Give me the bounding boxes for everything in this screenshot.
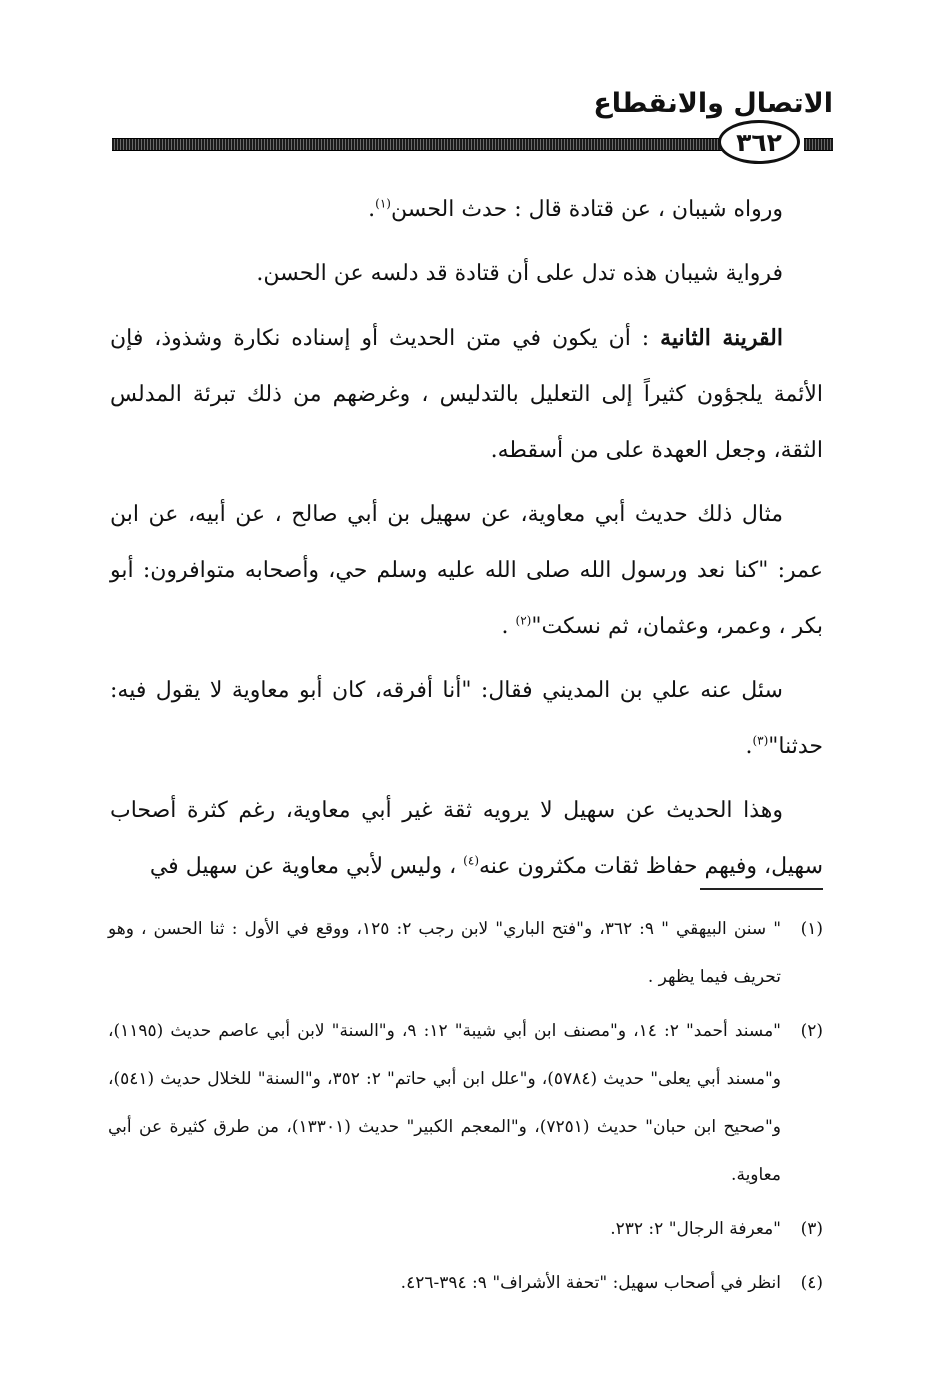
page-number: ٣٦٢ bbox=[718, 120, 800, 164]
footnotes bbox=[108, 905, 823, 1313]
footnote-number: (٤) bbox=[800, 1273, 823, 1293]
body-text bbox=[110, 182, 823, 903]
footnote bbox=[108, 905, 823, 1001]
footnote-ref: (٢) bbox=[515, 613, 532, 628]
paragraph-text: وهذا الحديث عن سهيل لا يرويه ثقة غير أبي معاوية، رغم كثرة أصحاب سهيل، وفيهم حفاظ ثقات مكثرون عنه bbox=[110, 798, 823, 879]
paragraph bbox=[110, 663, 823, 775]
paragraph-text: : أن يكون في متن الحديث أو إسناده نكارة وشذوذ، فإن الأئمة يلجؤون كثيراً إلى التعليل بالتدليس ، وغرضهم من ذلك تبرئة المدلس الثقة، وجعل العهدة على من أسقطه. bbox=[110, 326, 823, 463]
footnote-number: (١) bbox=[800, 919, 823, 939]
footnote-number: (٣) bbox=[800, 1219, 823, 1239]
footnote-ref: (١) bbox=[375, 196, 391, 211]
footnote-text: "معرفة الرجال" ٢: ٢٣٢. bbox=[610, 1219, 781, 1239]
paragraph bbox=[110, 487, 823, 655]
footnote-text: انظر في أصحاب سهيل: "تحفة الأشراف" ٩: ٣٩٤-٤٢٦. bbox=[400, 1273, 781, 1293]
footnote bbox=[108, 1205, 823, 1253]
paragraph-text: مثال ذلك حديث أبي معاوية، عن سهيل بن أبي صالح ، عن أبيه، عن ابن عمر: "كنا نعد ورسول الله صلى الله عليه وسلم حي، وأصحابه متوافرون: أبو بكر ، وعمر، وعثمان، ثم نسكت" bbox=[110, 502, 823, 639]
paragraph-text: ورواه شيبان ، عن قتادة قال : حدث الحسن bbox=[390, 197, 783, 222]
paragraph-lead: القرينة الثانية bbox=[660, 325, 783, 351]
footnote-separator bbox=[700, 888, 823, 890]
footnote-ref: (٣) bbox=[752, 733, 769, 748]
footnote-text: "مسند أحمد" ٢: ١٤، و"مصنف ابن أبي شيبة" ١٢: ٩، و"السنة" لابن أبي عاصم حديث (١١٩٥)، و"مسند أبي يعلى" حديث (٥٧٨٤)، و"علل ابن أبي حاتم" ٢: ٣٥٢، و"السنة" للخلال حديث (٥٤١)، و"صحيح ابن حبان" حديث (٧٢٥١)، و"المعجم الكبير" حديث (١٣٣٠١)، من طرق كثيرة عن أبي معاوية. bbox=[108, 1021, 782, 1185]
footnote bbox=[108, 1259, 823, 1307]
footnote-ref: (٤) bbox=[463, 853, 479, 868]
paragraph-text: سئل عنه علي بن المديني فقال: "أنا أفرقه، كان أبو معاوية لا يقول فيه: حدثنا" bbox=[110, 678, 823, 759]
running-title: الاتصال والانقطاع bbox=[593, 88, 833, 119]
paragraph-end: . bbox=[745, 734, 753, 759]
header-rule-short bbox=[804, 138, 833, 151]
paragraph bbox=[110, 783, 823, 895]
paragraph bbox=[110, 182, 823, 238]
footnote bbox=[108, 1007, 823, 1199]
paragraph-end: . bbox=[368, 197, 376, 222]
paragraph-end: ، وليس لأبي معاوية عن سهيل في bbox=[149, 854, 464, 879]
footnote-number: (٢) bbox=[800, 1021, 823, 1041]
footnote-text: " سنن البيهقي " ٩: ٣٦٢، و"فتح الباري" لابن رجب ٢: ١٢٥، ووقع في الأول : ثنا الحسن ، وهو تحريف فيما يظهر . bbox=[108, 919, 782, 987]
paragraph bbox=[110, 310, 823, 479]
header-rule bbox=[112, 138, 731, 151]
paragraph: فرواية شيبان هذه تدل على أن قتادة قد دلسه عن الحسن. bbox=[256, 261, 783, 286]
paragraph-end: . bbox=[501, 614, 516, 639]
